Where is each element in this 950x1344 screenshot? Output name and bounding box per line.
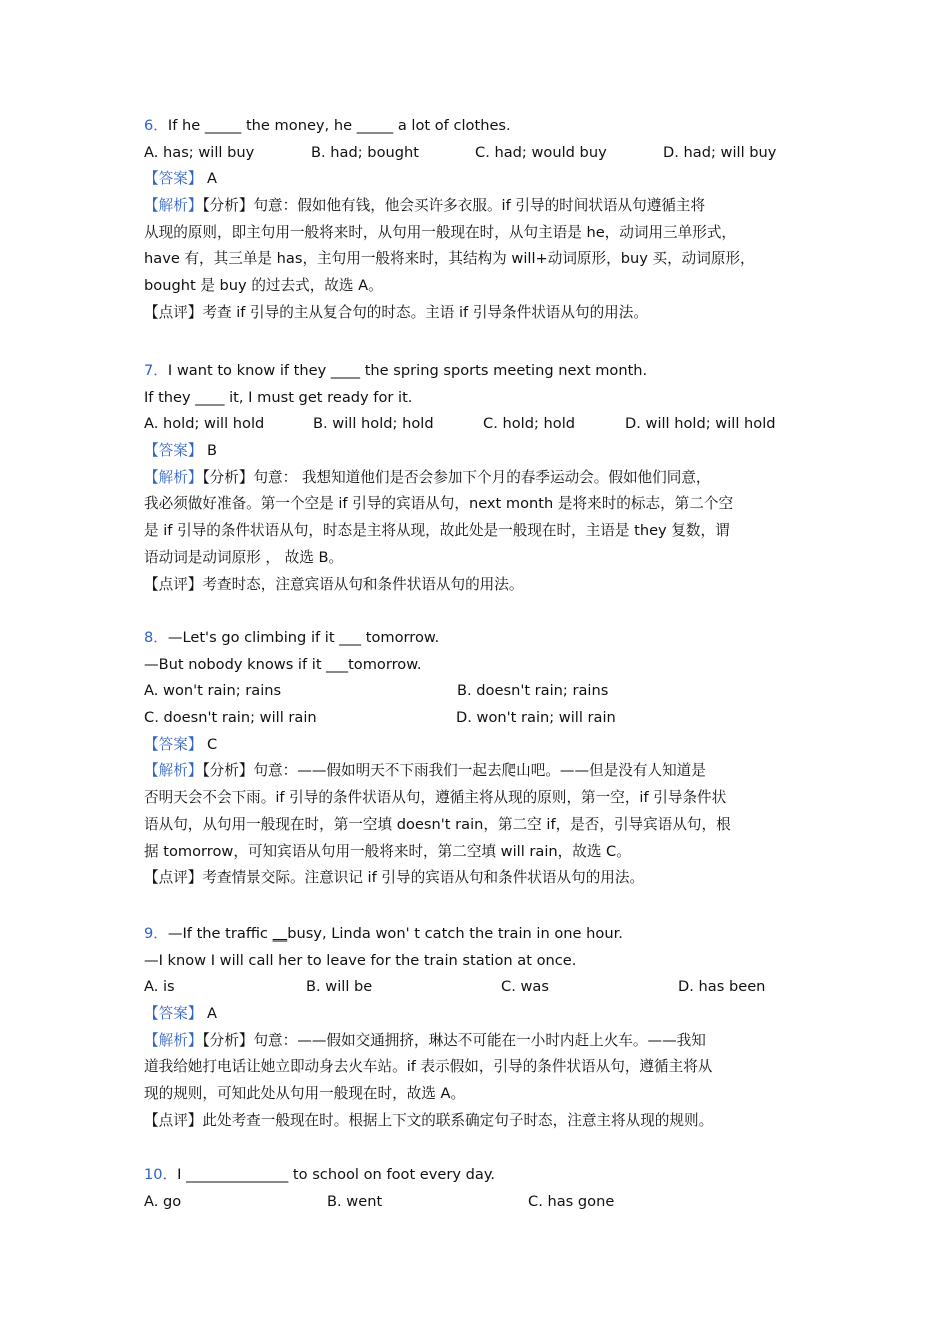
analysis-line: have 有，其三单是 has，主句用一般将来时，其结构为 will+动词原形，buy 买，动词原形， bbox=[144, 250, 755, 268]
question-10 bbox=[144, 1162, 824, 1215]
option-c: C. had; would buy bbox=[475, 143, 607, 161]
answer-line bbox=[144, 166, 824, 193]
option-d: D. had; will buy bbox=[663, 143, 777, 161]
options-row bbox=[144, 411, 824, 438]
options-row bbox=[144, 974, 824, 1001]
analysis-line: 从现的原则，即主句用一般将来时，从句用一般现在时，从句主语是 he，动词用三单形式， bbox=[144, 223, 737, 241]
question-stem: —But nobody knows if it ___tomorrow. bbox=[144, 655, 422, 673]
question-stem: —I know I will call her to leave for the train station at once. bbox=[144, 951, 577, 969]
option-d: D. won't rain; will rain bbox=[456, 709, 616, 727]
answer-tag: 【答案】 bbox=[144, 170, 203, 188]
option-c: C. doesn't rain; will rain bbox=[144, 709, 317, 727]
answer-tag: 【答案】 bbox=[144, 735, 203, 753]
analysis-text: 【分析】句意： 我想知道他们是否会参加下个月的春季运动会。假如他们同意， bbox=[202, 468, 711, 486]
stem-text: If he _____ the money, he _____ a lot of clothes. bbox=[167, 117, 511, 134]
question-stem bbox=[144, 1162, 824, 1189]
option-b: B. will be bbox=[306, 978, 373, 996]
question-6 bbox=[144, 113, 824, 327]
stem-text: —If the traffic bbox=[167, 925, 273, 942]
options-row bbox=[144, 678, 824, 705]
option-d: D. will hold; will hold bbox=[625, 415, 776, 433]
analysis-line bbox=[144, 193, 824, 220]
analysis-line: 语从句，从句用一般现在时，第一空填 doesn't rain，第二空 if，是否，引导宾语从句，根 bbox=[144, 815, 731, 833]
option-b: B. went bbox=[327, 1192, 383, 1210]
answer-value: A bbox=[207, 1005, 218, 1023]
analysis-text: 【分析】句意：——假如明天不下雨我们一起去爬山吧。——但是没有人知道是 bbox=[202, 762, 706, 780]
option-a: A. has; will buy bbox=[144, 143, 255, 161]
option-b: B. doesn't rain; rains bbox=[457, 682, 609, 700]
comment-line: 【点评】考查时态，注意宾语从句和条件状语从句的用法。 bbox=[144, 575, 524, 593]
comment-line: 【点评】此处考查一般现在时。根据上下文的联系确定句子时态，注意主将从现的规则。 bbox=[144, 1111, 714, 1129]
question-stem bbox=[144, 921, 824, 948]
analysis-line: 是 if 引导的条件状语从句，时态是主将从现，故此处是一般现在时，主语是 they 复数，谓 bbox=[144, 522, 730, 540]
option-c: C. hold; hold bbox=[483, 415, 576, 433]
option-a: A. won't rain; rains bbox=[144, 682, 282, 700]
question-number: 8． bbox=[144, 629, 168, 646]
answer-line bbox=[144, 1001, 824, 1028]
options-row bbox=[144, 140, 824, 167]
option-a: A. hold; will hold bbox=[144, 415, 265, 433]
analysis-tag: 【解析】 bbox=[144, 1031, 203, 1049]
answer-value: C bbox=[207, 735, 218, 753]
analysis-line: 否明天会不会下雨。if 引导的条件状语从句，遵循主将从现的原则，第一空，if 引导条件状 bbox=[144, 789, 727, 807]
question-stem: If they ____ it, I must get ready for it. bbox=[144, 388, 413, 406]
analysis-text: 【分析】句意：假如他有钱，他会买许多衣服。if 引导的时间状语从句遵循主将 bbox=[202, 197, 706, 215]
analysis-line bbox=[144, 758, 824, 785]
analysis-line bbox=[144, 465, 824, 492]
answer-line bbox=[144, 438, 824, 465]
comment-line: 【点评】考查 if 引导的主从复合句的时态。主语 if 引导条件状语从句的用法。 bbox=[144, 303, 648, 321]
analysis-line: 语动词是动词原形 ， 故选 B。 bbox=[144, 548, 344, 566]
question-stem bbox=[144, 625, 824, 652]
question-number: 10． bbox=[144, 1166, 178, 1183]
analysis-line: 据 tomorrow，可知宾语从句用一般将来时，第二空填 will rain，故选 C。 bbox=[144, 842, 631, 860]
analysis-tag: 【解析】 bbox=[144, 762, 203, 780]
answer-tag: 【答案】 bbox=[144, 442, 203, 460]
question-8 bbox=[144, 625, 824, 892]
answer-line bbox=[144, 732, 824, 759]
option-d: D. has been bbox=[678, 978, 766, 996]
option-c: C. has gone bbox=[528, 1192, 615, 1210]
analysis-line: bought 是 buy 的过去式，故选 A。 bbox=[144, 277, 383, 295]
question-9 bbox=[144, 921, 824, 1135]
question-stem bbox=[144, 113, 824, 140]
analysis-line: 现的规则，可知此处从句用一般现在时，故选 A。 bbox=[144, 1085, 466, 1103]
answer-value: A bbox=[207, 170, 218, 188]
options-row bbox=[144, 705, 824, 732]
stem-text: I want to know if they ____ the spring sports meeting next month. bbox=[167, 362, 648, 379]
analysis-tag: 【解析】 bbox=[144, 468, 203, 486]
option-c: C. was bbox=[501, 978, 549, 996]
options-row bbox=[144, 1189, 824, 1216]
analysis-tag: 【解析】 bbox=[144, 197, 203, 215]
option-a: A. is bbox=[144, 978, 175, 996]
analysis-text: 【分析】句意：——假如交通拥挤，琳达不可能在一小时内赶上火车。——我知 bbox=[202, 1031, 706, 1049]
analysis-line: 我必须做好准备。第一个空是 if 引导的宾语从句，next month 是将来时的标志，第二个空 bbox=[144, 495, 734, 513]
analysis-line bbox=[144, 1028, 824, 1055]
stem-text: I ______________ to school on foot every day. bbox=[177, 1166, 496, 1183]
question-number: 6． bbox=[144, 117, 168, 134]
question-number: 7． bbox=[144, 362, 168, 379]
stem-text: busy, Linda won' t catch the train in one hour. bbox=[287, 925, 623, 942]
question-stem bbox=[144, 358, 824, 385]
option-a: A. go bbox=[144, 1192, 182, 1210]
stem-blank: __ bbox=[272, 925, 288, 942]
option-b: B. will hold; hold bbox=[313, 415, 434, 433]
question-7 bbox=[144, 358, 824, 598]
stem-text: —Let's go climbing if it ___ tomorrow. bbox=[167, 629, 440, 646]
analysis-line: 道我给她打电话让她立即动身去火车站。if 表示假如，引导的条件状语从句，遵循主将从 bbox=[144, 1058, 713, 1076]
answer-tag: 【答案】 bbox=[144, 1005, 203, 1023]
question-number: 9． bbox=[144, 925, 168, 942]
answer-value: B bbox=[207, 442, 218, 460]
comment-line: 【点评】考查情景交际。注意识记 if 引导的宾语从句和条件状语从句的用法。 bbox=[144, 869, 645, 887]
option-b: B. had; bought bbox=[311, 143, 419, 161]
